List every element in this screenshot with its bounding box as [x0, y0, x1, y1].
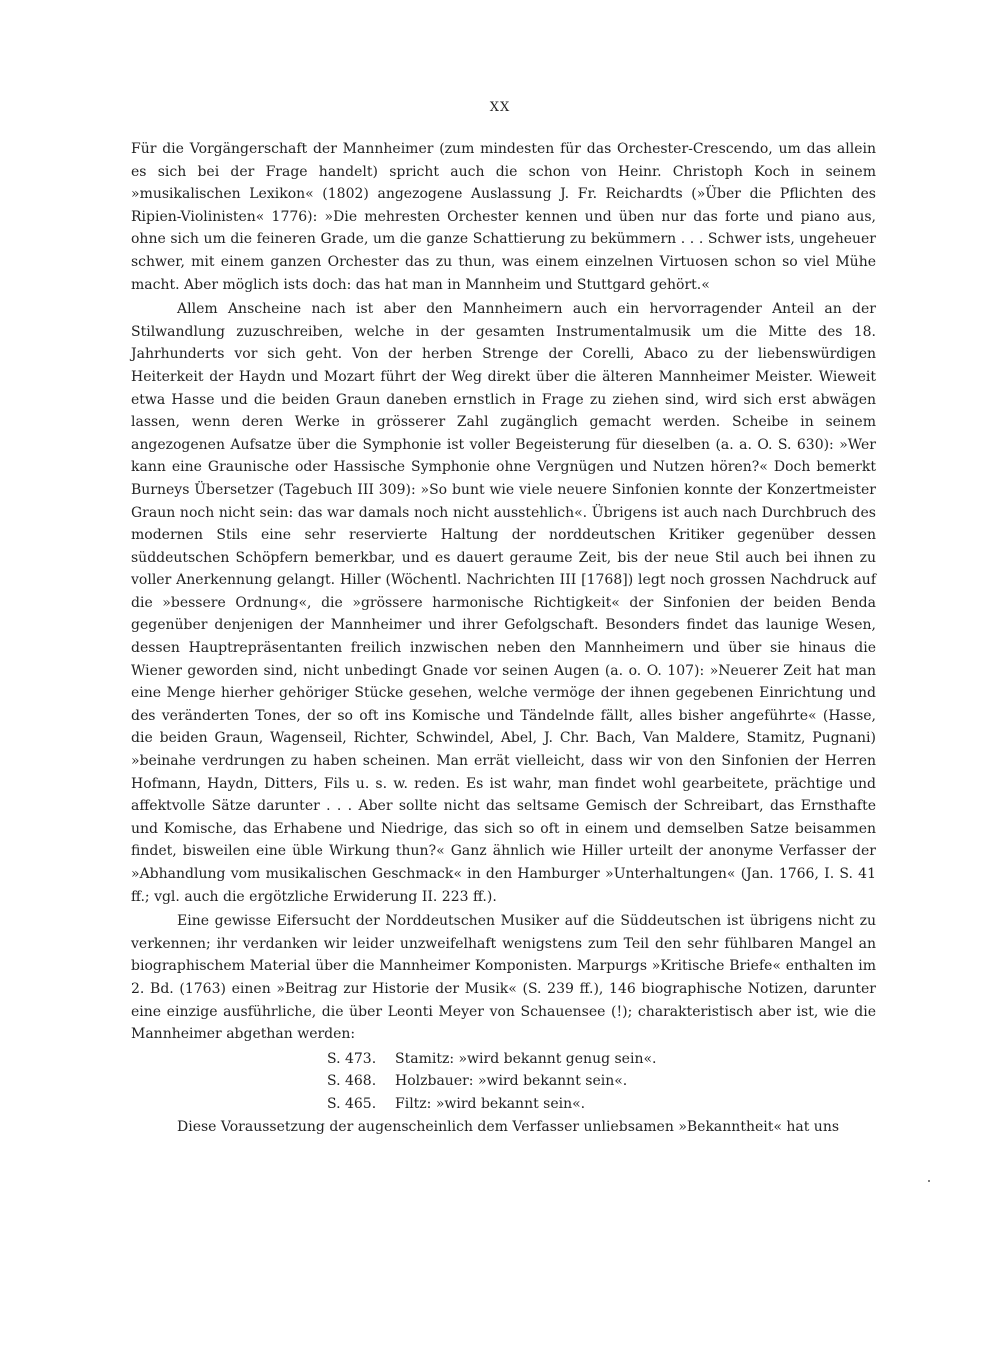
paragraph-style-change: Allem Anscheine nach ist aber den Mannheimern auch ein hervorragender Anteil an der Stilwandlung zuzuschreiben, welche in der gesamten Instrumentalmusik um die Mitte des 18. Jahrhunderts vor sich geht. Von der herben Strenge der Corelli, Abaco zu der liebenswürdigen Heiterkeit der Haydn und Mozart führt der Weg direkt über die älteren Mannheimer Meister. Wieweit etwa Hasse und die beiden Graun daneben ernstlich in Frage zu ziehen sind, wird sich erst abwägen lassen, wenn deren Werke in grösserer Zahl zugänglich gemacht werden. Scheibe in seinem angezogenen Aufsatze über die Symphonie ist voller Begeisterung für dieselben (a. a. O. S. 630): »Wer kann eine Graunische oder Hassische Symphonie ohne Vergnügen und Nutzen hören?« Doch bemerkt Burneys Übersetzer (Tagebuch III 309): »So bunt wie viele neuere Sinfonien konnte der Konzertmeister Graun noch nicht sein: das war damals noch nicht ausstehlich«. Übrigens ist auch nach Durchbruch des modernen Stils eine sehr reservierte Haltung der norddeutschen Kritiker gegenüber dessen süddeutschen Schöpfern bemerkbar, und es dauert geraume Zeit, bis der neue Stil auch bei ihnen zu voller Anerkennung gelangt. Hiller (Wöchentl. Nachrichten III [1768]) legt noch grossen Nachdruck auf die »bessere Ordnung«, die »grössere harmonische Richtigkeit« der Sinfonien der beiden Benda gegenüber denjenigen der Mannheimer und ihrer Gefolgschaft. Besonders findet das launige Wesen, dessen Hauptrepräsentanten freilich inzwischen neben den Mannheimern und über sie hinaus die Wiener geworden sind, nicht unbedingt Gnade vor seinen Augen (a. o. O. 107): »Neuerer Zeit hat man eine Menge hierher gehöriger Stücke gesehen, welche vermöge der ihnen gegebenen Einrichtung und des veränderten Tones, der so oft ins Komische und Tändelnde fällt, alles bisher angeführte« (Hasse, die beiden Graun, Wagenseil, Richter, Schwindel, Abel, J. Chr. Bach, Van Maldere, Stamitz, Pugnani) »beinahe verdrungen zu haben scheinen. Man errät vielleicht, dass wir von den Sinfonien der Herren Hofmann, Haydn, Ditters, Fils u. s. w. reden. Es ist wahr, man findet wohl gearbeitete, prächtige und affektvolle Sätze darunter . . . Aber sollte nicht das seltsame Gemisch der Schreibart, das Ernsthafte und Komische, das Erhabene und Niedrige, das sich so oft in einem und demselben Satze beisammen findet, bisweilen eine üble Wirkung thun?« Ganz ähnlich wie Hiller urteilt der anonyme Verfasser der »Abhandlung vom musikalischen Geschmack« in den Hamburger »Unterhaltungen« (Jan. 1766, I. S. 41 ff.; vgl. auch die ergötzliche Erwiderung II. 223 ff.). — [131, 301, 876, 905]
paragraph-jealousy: Eine gewisse Eifersucht der Norddeutschen Musiker auf die Süddeutschen ist übrigens nicht zu verkennen; ihr verdanken wir leider unzweifelhaft wenigstens zum Teil den sehr fühlbaren Mangel an biographischem Material über die Mannheimer Komponisten. Marpurgs »Kritische Briefe« enthalten im 2. Bd. (1763) einen »Beitrag zur Historie der Musik« (S. 239 ff.), 146 biographische Notizen, darunter eine einzige ausführliche, die über Leonti Meyer von Schauensee (!); charakteristisch aber ist, wie die Mannheimer abgethan werden: — [131, 913, 876, 1043]
list-item — [327, 1093, 876, 1116]
list-item-text: Stamitz: »wird bekannt genug sein«. — [395, 1050, 657, 1067]
body-text — [131, 138, 876, 1140]
paragraph-orchestral-crescendo: Für die Vorgängerschaft der Mannheimer (zum mindesten für das Orchester-Crescendo, um das allein es sich bei der Frage handelt) spricht auch die schon von Heinr. Christoph Koch in seinem »musikalischen Lexikon« (1802) angezogene Auslassung J. Fr. Reichardts (»Über die Pflichten des Ripien-Violinisten« 1776): »Die mehresten Orchester kennen und üben nur das forte und piano aus, ohne sich um die feineren Grade, um die ganze Schattierung zu bekümmern . . . Schwer ists, ungeheuer schwer, mit einem ganzen Orchester das zu thun, was einem einzelnen Virtuosen schon so viel Mühe macht. Aber möglich ists doch: das hat man in Mannheim und Stuttgard gehört.« — [131, 141, 876, 293]
list-item-text: Filtz: »wird bekannt sein«. — [395, 1095, 586, 1112]
list-item — [327, 1048, 876, 1071]
list-item — [327, 1070, 876, 1093]
list-item-ref: S. 465. — [327, 1095, 377, 1112]
list-item-ref: S. 468. — [327, 1073, 377, 1090]
list-item-text: Holzbauer: »wird bekannt sein«. — [395, 1073, 628, 1090]
page-number: XX — [489, 100, 511, 115]
list-item-ref: S. 473. — [327, 1050, 377, 1067]
paragraph-closing: Diese Voraussetzung der augenscheinlich dem Verfasser unliebsamen »Bekanntheit« hat uns — [177, 1118, 840, 1135]
scan-speck — [928, 1180, 930, 1182]
composer-list — [327, 1048, 876, 1116]
